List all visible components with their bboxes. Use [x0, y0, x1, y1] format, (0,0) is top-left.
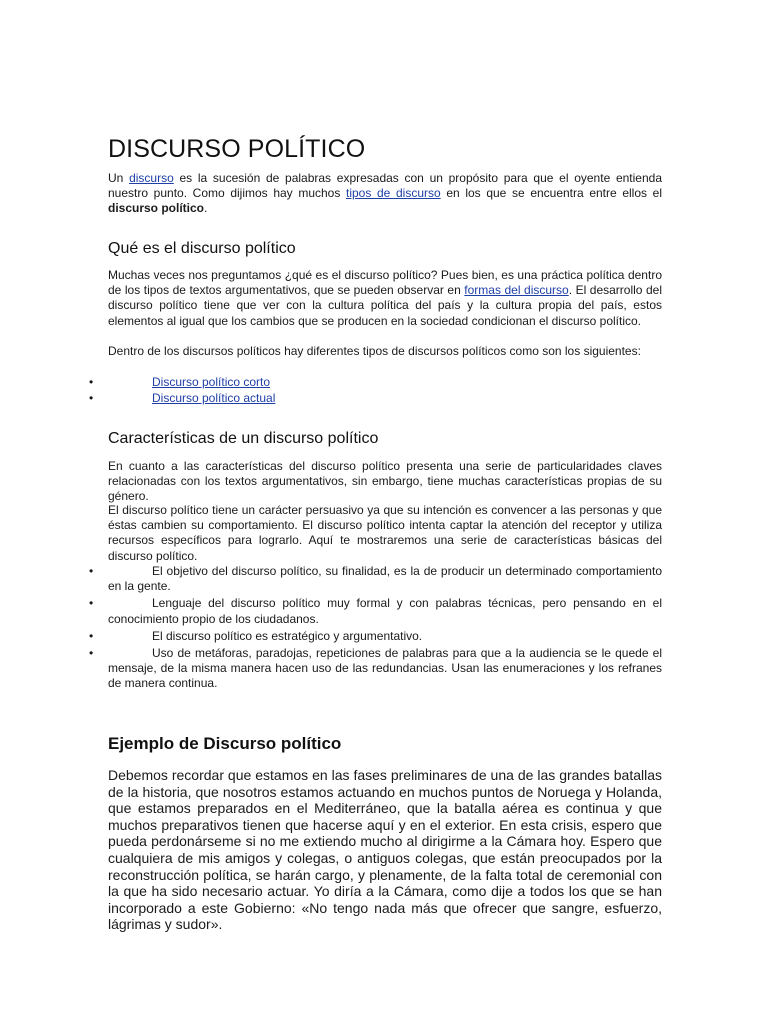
list-item-text: Lenguaje del discurso político muy formal y con palabras técnicas, pero pensando en el conocimiento propio de los ciudadanos.	[108, 596, 662, 626]
list-item	[89, 375, 662, 390]
intro-paragraph	[108, 171, 662, 217]
bullet: •	[89, 375, 94, 389]
page-title: DISCURSO POLÍTICO	[108, 135, 366, 163]
list-item	[89, 646, 662, 692]
list-item	[89, 564, 662, 594]
tipos-link-list	[89, 375, 662, 406]
list-item-text: El objetivo del discurso político, su finalidad, es la de producir un determinado comportamiento en la gente.	[108, 564, 662, 594]
formas-del-discurso-link[interactable]: formas del discurso	[464, 283, 569, 298]
discurso-politico-actual-link[interactable]: Discurso político actual	[152, 391, 276, 406]
discurso-link[interactable]: discurso	[129, 171, 174, 185]
bullet: •	[89, 596, 94, 611]
section1-text: Muchas veces nos preguntamos ¿qué es el discurso político? Pues bien, es una práctica política dentro de los tipos de textos argumentativos, que se pueden observar en	[108, 268, 662, 298]
section-heading-caracteristicas: Características de un discurso político	[108, 430, 379, 447]
section-heading-ejemplo: Ejemplo de Discurso político	[108, 734, 342, 753]
tipos-de-discurso-link[interactable]: tipos de discurso	[346, 186, 441, 201]
list-item	[89, 596, 662, 626]
list-item	[89, 391, 662, 406]
discurso-politico-corto-link[interactable]: Discurso político corto	[152, 375, 271, 389]
list-item	[89, 628, 662, 644]
bullet: •	[89, 564, 94, 578]
section-heading-que-es: Qué es el discurso político	[108, 240, 296, 257]
section1-text: . El desarrollo del discurso político tiene que ver con la cultura política del país y la cultura propia del país, estos elementos al igual que los cambios que se producen en la sociedad condicionan el discurso político.	[108, 283, 662, 328]
bullet: •	[89, 628, 94, 643]
bullet: •	[89, 391, 94, 406]
intro-text: .	[204, 201, 208, 216]
list-item-text: El discurso político es estratégico y argumentativo.	[152, 628, 423, 643]
section2-paragraph-2: El discurso político tiene un carácter persuasivo ya que su intención es convencer a las personas y que éstas cambien su comportamiento. El discurso político intenta captar la atención del receptor y utiliza recursos específicos para lograrlo. Aquí te mostraremos una serie de características básicas del discurso político.	[108, 503, 662, 563]
caracteristicas-list	[89, 564, 662, 692]
section1-paragraph	[108, 268, 662, 329]
section1-paragraph-2: Dentro de los discursos políticos hay diferentes tipos de discursos políticos como son los siguientes:	[108, 344, 641, 358]
ejemplo-paragraph: Debemos recordar que estamos en las fases preliminares de una de las grandes batallas de la historia, que nosotros estamos actuando en muchos puntos de Noruega y Holanda, que estamos preparados en el Mediterráneo, que la batalla aérea es continua y que muchos preparativos tienen que hacerse aquí y en el exterior. En esta crisis, espero que pueda perdonárseme si no me extiendo mucho al dirigirme a la Cámara hoy. Espero que cualquiera de mis amigos y colegas, o antiguos colegas, que están preocupados por la reconstrucción política, se harán cargo, y plenamente, de la falta total de ceremonial con la que ha sido necesario actuar. Yo diría a la Cámara, como dije a todos los que se han incorporado a este Gobierno: «No tengo nada más que ofrecer que sangre, esfuerzo, lágrimas y sudor».	[108, 767, 662, 933]
intro-bold-text: discurso político	[108, 201, 205, 216]
intro-text: en los que se encuentra entre ellos el	[440, 186, 663, 201]
bullet: •	[89, 646, 94, 661]
intro-text: es la sucesión de palabras expresadas con un propósito para que el oyente entienda nuestro punto. Como dijimos hay muchos	[108, 171, 662, 201]
list-item-text: Uso de metáforas, paradojas, repeticiones de palabras para que a la audiencia se le quede el mensaje, de la misma manera hacen uso de las redundancias. Usan las enumeraciones y los refranes de manera continua.	[108, 646, 662, 691]
intro-text: Un	[108, 171, 130, 185]
section2-paragraph-1: En cuanto a las características del discurso político presenta una serie de particularidades claves relacionadas con los textos argumentativos, sin embargo, tiene muchas características propias de su género.	[108, 459, 662, 504]
